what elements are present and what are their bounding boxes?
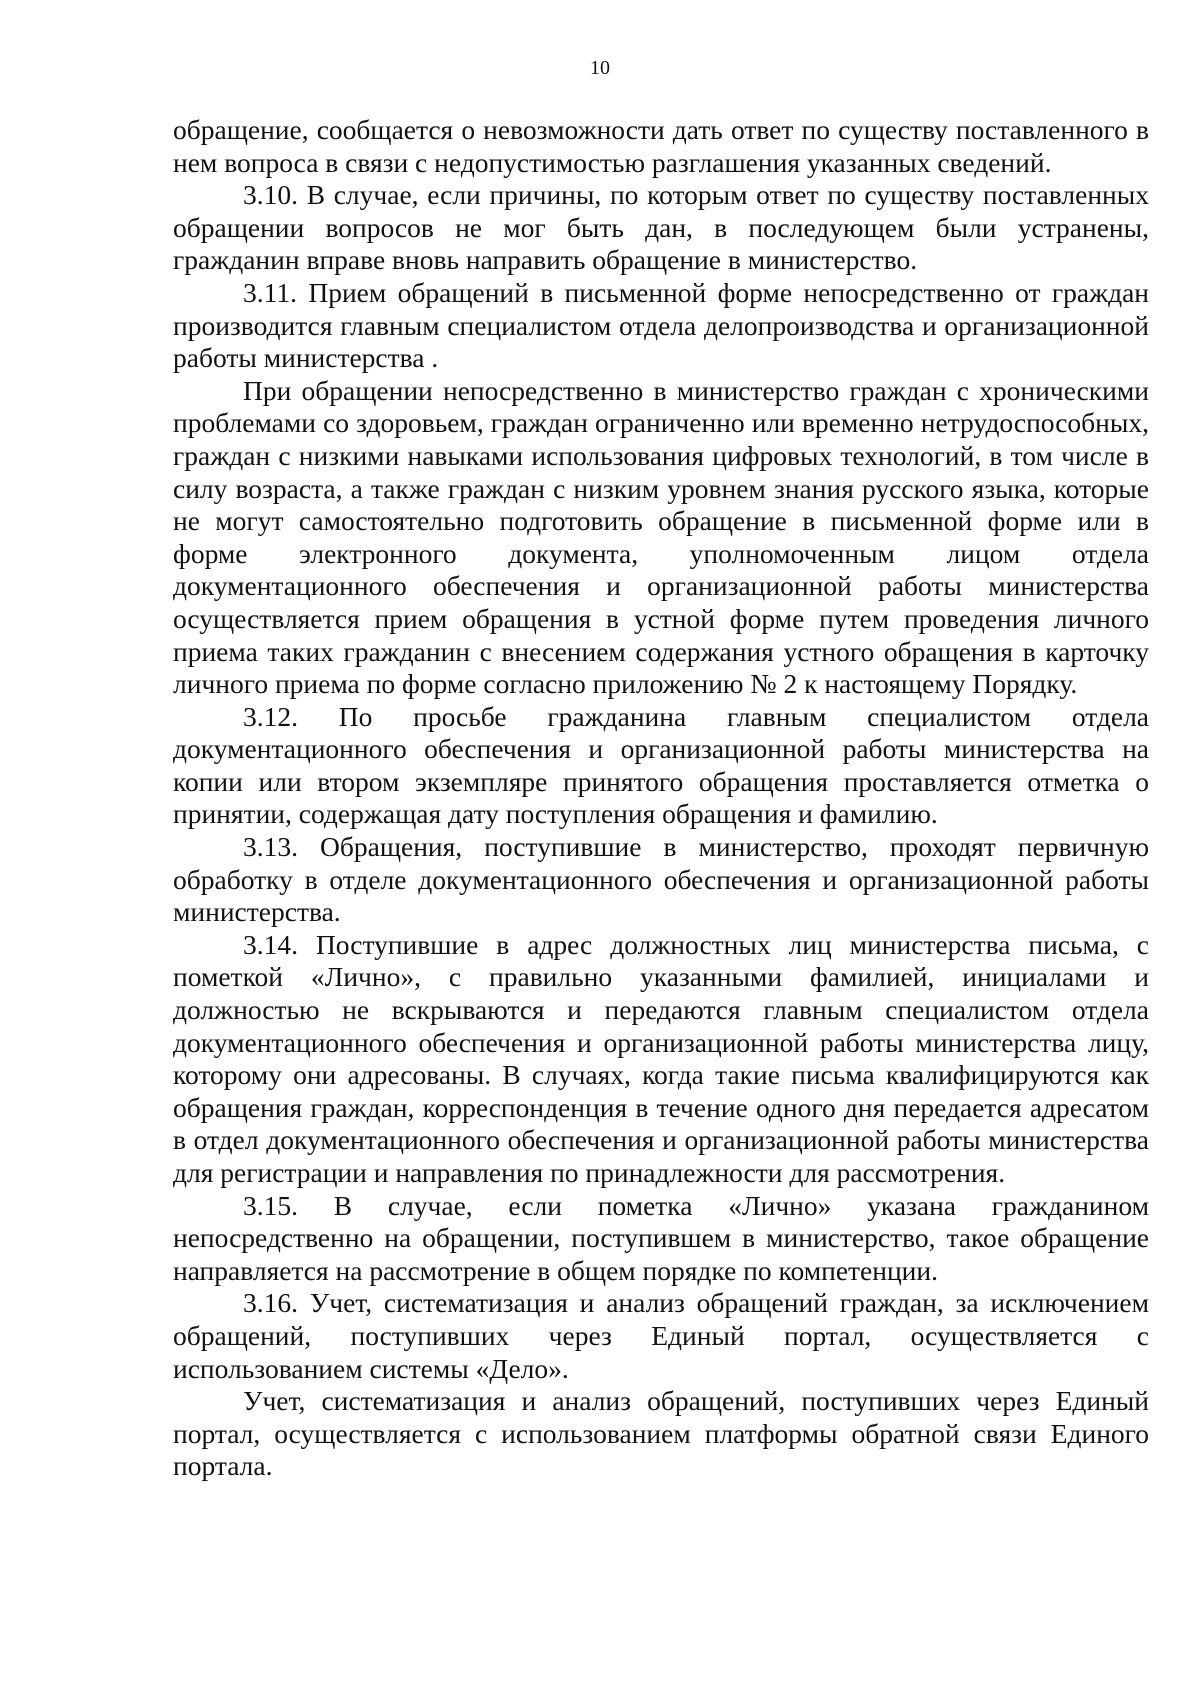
paragraph-portal-accounting: Учет, систематизация и анализ обращений, поступивших через Единый портал, осуществляется с использованием платформы обратной связи Единого портала. <box>173 1385 1149 1482</box>
paragraph-continuation: обращение, сообщается о невозможности дать ответ по существу поставленного в нем вопроса в связи с недопустимостью разглашения указанных сведений. <box>173 114 1149 178</box>
paragraph-3-10: 3.10. В случае, если причины, по которым ответ по существу поставленных обращении вопросов не мог быть дан, в последующем были устранены, гражданин вправе вновь направить обращение в министерство. <box>173 179 1149 276</box>
paragraph-3-16: 3.16. Учет, систематизация и анализ обращений граждан, за исключением обращений, поступивших через Единый портал, осуществляется с использованием системы «Дело». <box>173 1287 1149 1384</box>
paragraph-3-13: 3.13. Обращения, поступившие в министерство, проходят первичную обработку в отделе документационного обеспечения и организационной работы министерства. <box>173 831 1149 928</box>
page-number: 10 <box>590 57 610 79</box>
paragraph-oral-reception: При обращении непосредственно в министерство граждан с хроническими проблемами со здоровьем, граждан ограниченно или временно нетрудоспособных, граждан с низкими навыками использования цифровых технологий, в том числе в силу возраста, а также граждан с низким уровнем знания русского языка, которые не могут самостоятельно подготовить обращение в письменной форме или в форме электронного документа, уполномоченным лицом отдела документационного обеспечения и организационной работы министерства осуществляется прием обращения в устной форме путем проведения личного приема таких гражданин с внесением содержания устного обращения в карточку личного приема по форме согласно приложению № 2 к настоящему Порядку. <box>173 374 1149 700</box>
paragraph-3-12: 3.12. По просьбе гражданина главным специалистом отдела документационного обеспечения и организационной работы министерства на копии или втором экземпляре принятого обращения проставляется отметка о принятии, содержащая дату поступления обращения и фамилию. <box>173 700 1149 830</box>
paragraph-3-14: 3.14. Поступившие в адрес должностных лиц министерства письма, с пометкой «Лично», с правильно указанными фамилией, инициалами и должностью не вскрываются и передаются главным специалистом отдела документационного обеспечения и организационной работы министерства лицу, которому они адресованы. В случаях, когда такие письма квалифицируются как обращения граждан, корреспонденция в течение одного дня передается адресатом в отдел документационного обеспечения и организационной работы министерства для регистрации и направления по принадлежности для рассмотрения. <box>173 928 1149 1188</box>
paragraph-3-15: 3.15. В случае, если пометка «Лично» указана гражданином непосредственно на обращении, поступившем в министерство, такое обращение направляется на рассмотрение в общем порядке по компетенции. <box>173 1189 1149 1286</box>
paragraph-3-11: 3.11. Прием обращений в письменной форме непосредственно от граждан производится главным специалистом отдела делопроизводства и организационной работы министерства . <box>173 276 1149 374</box>
document-body <box>173 114 1149 1483</box>
